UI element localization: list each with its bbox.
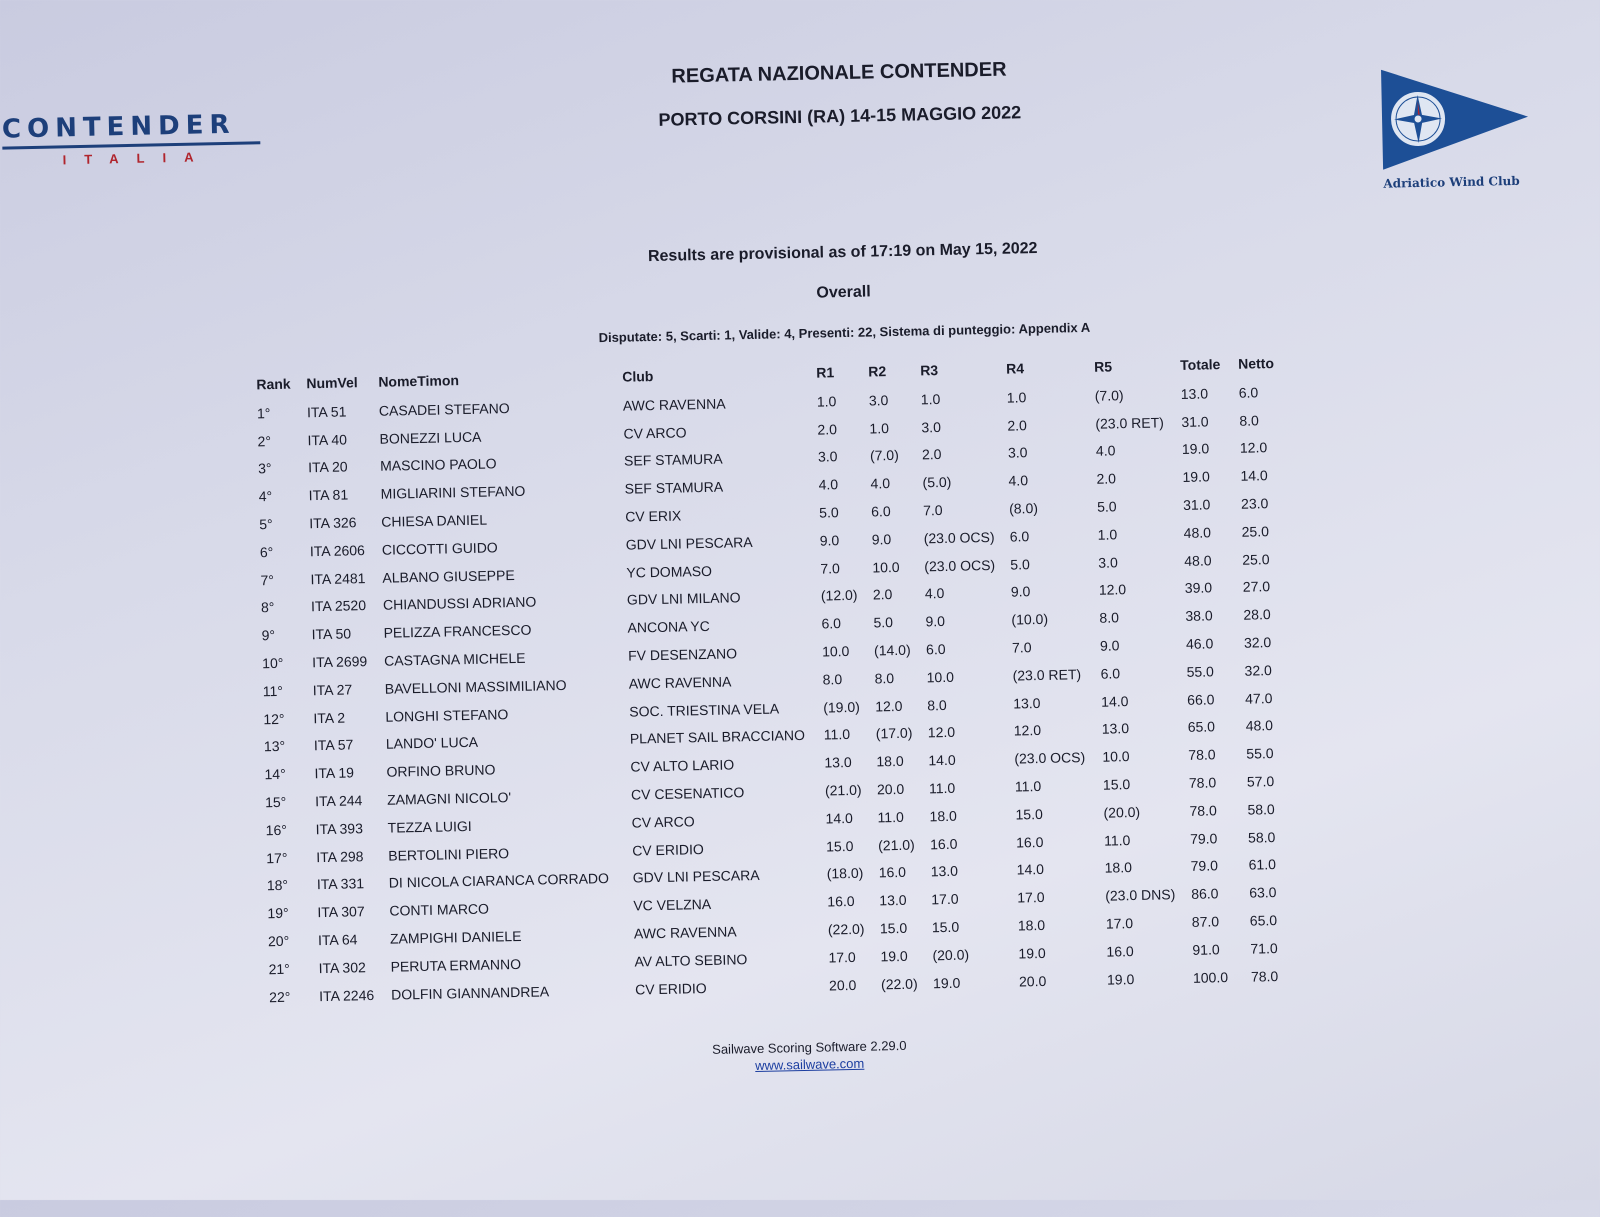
cell-r3: 4.0 (924, 585, 945, 602)
cell-netto: 25.0 (1241, 523, 1270, 540)
cell-r2: 19.0 (880, 947, 908, 965)
cell-numvel: ITA 2481 (310, 569, 366, 587)
cell-numvel: ITA 2 (313, 709, 346, 726)
pennant-flag-icon (1379, 67, 1531, 170)
cell-netto: 58.0 (1247, 828, 1276, 846)
cell-club: SEF STAMURA (623, 451, 723, 470)
cell-totale: 87.0 (1191, 913, 1220, 930)
cell-r1: 6.0 (821, 615, 842, 632)
cell-netto: 8.0 (1239, 412, 1259, 429)
cell-totale: 78.0 (1188, 746, 1216, 764)
cell-club: AV ALTO SEBINO (634, 951, 748, 970)
cell-r2: 5.0 (873, 614, 894, 631)
cell-r5: (7.0) (1094, 387, 1124, 404)
cell-club: GDV LNI MILANO (626, 589, 741, 609)
cell-r4: 9.0 (1010, 583, 1031, 601)
cell-nometimon: MIGLIARINI STEFANO (380, 483, 526, 503)
cell-numvel: ITA 393 (315, 820, 364, 838)
cell-r4: 19.0 (1018, 944, 1046, 962)
cell-rank: 8° (260, 599, 275, 616)
logo-word: CONTENDER (1, 109, 236, 145)
cell-club: CV ARCO (623, 424, 687, 442)
cell-r4: (23.0 RET) (1012, 665, 1082, 684)
cell-r3: (20.0) (932, 946, 970, 964)
cell-r3: 1.0 (920, 390, 941, 408)
cell-totale: 46.0 (1185, 635, 1214, 652)
cell-club: SEF STAMURA (624, 478, 724, 497)
col-netto: Netto (1237, 355, 1275, 372)
cell-numvel: ITA 27 (312, 681, 353, 699)
cell-nometimon: MASCINO PAOLO (379, 455, 497, 475)
cell-rank: 10° (262, 654, 284, 672)
cell-numvel: ITA 51 (306, 403, 347, 421)
col-nometimon: NomeTimon (378, 372, 460, 390)
cell-numvel: ITA 81 (308, 486, 349, 504)
cell-nometimon: ORFINO BRUNO (386, 761, 496, 780)
cell-netto: 58.0 (1247, 800, 1275, 818)
cell-totale: 19.0 (1182, 468, 1210, 486)
cell-r4: 13.0 (1013, 694, 1041, 712)
cell-r2: 13.0 (879, 892, 907, 909)
cell-nometimon: BAVELLONI MASSIMILIANO (384, 676, 567, 697)
results-table (250, 352, 1297, 1011)
sailwave-link[interactable]: www.sailwave.com (755, 1055, 865, 1074)
cell-r3: 2.0 (921, 446, 942, 463)
cell-club: AWC RAVENNA (628, 673, 732, 692)
cell-nometimon: BONEZZI LUCA (379, 428, 482, 447)
cell-rank: 3° (257, 460, 272, 477)
cell-r5: (23.0 RET) (1095, 414, 1164, 432)
cell-totale: 91.0 (1192, 941, 1220, 958)
cell-rank: 2° (257, 432, 272, 450)
cell-r2: (21.0) (877, 836, 915, 854)
col-r1: R1 (816, 364, 835, 381)
cell-nometimon: CHIANDUSSI ADRIANO (382, 593, 537, 614)
cell-totale: 78.0 (1188, 774, 1217, 791)
event-title: REGATA NAZIONALE CONTENDER (671, 58, 1007, 88)
cell-r3: (23.0 OCS) (924, 556, 996, 575)
cell-numvel: ITA 326 (309, 514, 357, 532)
cell-r1: (21.0) (824, 781, 862, 799)
cell-nometimon: BERTOLINI PIERO (388, 844, 510, 864)
cell-club: CV ERIDIO (634, 979, 707, 998)
cell-nometimon: LANDO' LUCA (385, 734, 479, 753)
cell-r1: (22.0) (827, 920, 865, 938)
cell-r3: 14.0 (928, 752, 956, 769)
cell-club: PLANET SAIL BRACCIANO (629, 727, 806, 748)
cell-club: GDV LNI PESCARA (632, 867, 760, 886)
cell-netto: 14.0 (1240, 467, 1268, 485)
col-numvel: NumVel (306, 374, 358, 392)
cell-totale: 38.0 (1185, 607, 1213, 625)
cell-r1: 9.0 (819, 532, 840, 549)
cell-numvel: ITA 2699 (312, 653, 368, 671)
cell-r1: 20.0 (828, 976, 857, 994)
cell-r2: 1.0 (869, 419, 890, 437)
cell-r1: 13.0 (824, 754, 852, 771)
cell-r1: (18.0) (826, 865, 864, 882)
col-r4: R4 (1006, 360, 1025, 377)
cell-netto: 55.0 (1246, 745, 1274, 762)
cell-r5: 11.0 (1103, 831, 1131, 849)
cell-r1: 11.0 (823, 726, 851, 743)
cell-totale: 100.0 (1192, 968, 1229, 986)
cell-r2: 15.0 (879, 919, 908, 937)
cell-rank: 7° (260, 571, 275, 588)
cell-netto: 71.0 (1250, 939, 1278, 957)
cell-nometimon: DI NICOLA CIARANCA CORRADO (388, 870, 610, 892)
cell-r5: 12.0 (1098, 581, 1127, 599)
cell-r4: (10.0) (1011, 611, 1049, 628)
cell-r3: 8.0 (927, 696, 947, 714)
cell-r4: 11.0 (1014, 778, 1042, 795)
cell-r4: 1.0 (1006, 389, 1027, 406)
cell-r3: 12.0 (927, 724, 956, 741)
cell-club: VC VELZNA (633, 896, 712, 914)
cell-r1: (12.0) (820, 587, 858, 605)
cell-totale: 79.0 (1189, 829, 1218, 847)
cell-numvel: ITA 302 (318, 959, 366, 976)
cell-r2: (17.0) (875, 725, 913, 742)
cell-totale: 55.0 (1186, 663, 1214, 680)
cell-numvel: ITA 2520 (310, 597, 367, 615)
cell-club: GDV LNI PESCARA (625, 533, 753, 553)
cell-netto: 48.0 (1245, 717, 1274, 735)
cell-r3: 3.0 (921, 418, 942, 436)
col-r2: R2 (868, 363, 887, 380)
cell-nometimon: PERUTA ERMANNO (390, 955, 522, 975)
col-r3: R3 (920, 362, 939, 379)
section-title: Overall (816, 283, 871, 302)
cell-r3: 9.0 (925, 613, 946, 630)
cell-r1: 4.0 (818, 476, 839, 493)
cell-nometimon: CONTI MARCO (389, 900, 490, 919)
cell-nometimon: ZAMAGNI NICOLO' (386, 789, 512, 808)
cell-club: SOC. TRIESTINA VELA (629, 700, 780, 720)
col-r5: R5 (1094, 358, 1113, 375)
cell-r1: 16.0 (827, 893, 855, 910)
cell-r5: 10.0 (1102, 748, 1130, 765)
cell-r2: (14.0) (873, 641, 911, 659)
cell-r2: 8.0 (874, 669, 895, 687)
cell-r5: 17.0 (1105, 915, 1134, 932)
cell-nometimon: LONGHI STEFANO (385, 705, 509, 725)
cell-nometimon: CICCOTTI GUIDO (381, 539, 498, 558)
cell-rank: 20° (267, 932, 290, 950)
cell-r1: 8.0 (822, 670, 843, 688)
cell-nometimon: ZAMPIGHI DANIELE (389, 927, 522, 947)
cell-totale: 31.0 (1182, 496, 1211, 514)
cell-r2: 6.0 (870, 503, 891, 520)
cell-r2: (22.0) (880, 975, 918, 993)
event-place: PORTO CORSINI (RA) 14-15 MAGGIO 2022 (658, 102, 1022, 130)
cell-club: AWC RAVENNA (633, 923, 737, 942)
cell-netto: 23.0 (1240, 495, 1269, 512)
cell-r5: 3.0 (1098, 554, 1118, 571)
cell-numvel: ITA 2606 (309, 541, 366, 560)
cell-nometimon: PELIZZA FRANCESCO (383, 621, 532, 641)
cell-netto: 6.0 (1238, 384, 1259, 401)
cell-totale: 79.0 (1190, 857, 1219, 875)
cell-rank: 13° (263, 738, 286, 755)
col-totale: Totale (1179, 356, 1221, 373)
cell-r3: 11.0 (928, 779, 956, 797)
software-credit: Sailwave Scoring Software 2.29.0 (712, 1037, 907, 1057)
cell-totale: 19.0 (1181, 440, 1210, 458)
cell-netto: 57.0 (1246, 773, 1275, 790)
cell-totale: 48.0 (1184, 552, 1212, 569)
cell-numvel: ITA 331 (316, 875, 365, 893)
cell-r4: 12.0 (1013, 722, 1042, 740)
cell-numvel: ITA 20 (307, 458, 348, 476)
cell-r5: 8.0 (1099, 609, 1120, 626)
cell-numvel: ITA 307 (317, 903, 365, 921)
cell-club: CV ERIDIO (632, 840, 704, 859)
cell-nometimon: CASADEI STEFANO (378, 399, 510, 419)
cell-numvel: ITA 2246 (319, 986, 375, 1004)
cell-r5: 1.0 (1097, 526, 1118, 543)
cell-r2: 18.0 (876, 753, 904, 770)
cell-totale: 31.0 (1181, 413, 1209, 430)
cell-r4: (23.0 OCS) (1014, 749, 1086, 767)
cell-r3: 19.0 (932, 974, 961, 991)
cell-r4: 6.0 (1009, 528, 1030, 545)
cell-netto: 47.0 (1244, 689, 1273, 707)
cell-r2: 4.0 (870, 475, 891, 492)
cell-r4: 7.0 (1011, 639, 1032, 656)
cell-r2: 16.0 (878, 864, 907, 881)
cell-numvel: ITA 57 (313, 736, 354, 754)
cell-rank: 12° (263, 710, 285, 727)
cell-club: FV DESENZANO (627, 645, 738, 664)
cell-r1: 10.0 (821, 643, 850, 660)
cell-r4: 16.0 (1015, 833, 1044, 851)
cell-r5: 19.0 (1106, 970, 1135, 988)
cell-r1: (19.0) (823, 698, 860, 716)
cell-netto: 63.0 (1249, 884, 1277, 901)
cell-r1: 1.0 (816, 393, 837, 410)
cell-club: CV ARCO (631, 813, 695, 831)
cell-club: AWC RAVENNA (622, 395, 726, 414)
cell-club: CV ERIX (625, 507, 682, 525)
cell-nometimon: TEZZA LUIGI (387, 817, 472, 836)
cell-r4: 2.0 (1007, 416, 1028, 434)
cell-numvel: ITA 64 (317, 931, 358, 949)
cell-r4: (8.0) (1008, 500, 1039, 517)
cell-rank: 4° (258, 488, 273, 505)
status-line: Results are provisional as of 17:19 on May 15, 2022 (647, 239, 1038, 266)
cell-r3: 6.0 (925, 641, 946, 658)
cell-r5: 5.0 (1096, 498, 1117, 515)
cell-r5: (23.0 DNS) (1105, 886, 1176, 904)
cell-netto: 32.0 (1243, 634, 1272, 651)
club-caption: Adriatico Wind Club (1383, 173, 1520, 191)
cell-rank: 18° (266, 877, 289, 894)
cell-r2: 2.0 (872, 586, 893, 603)
cell-totale: 13.0 (1180, 385, 1209, 402)
cell-netto: 28.0 (1243, 606, 1271, 623)
cell-r4: 18.0 (1017, 916, 1046, 934)
cell-rank: 15° (264, 793, 287, 811)
cell-r2: 11.0 (877, 808, 904, 826)
cell-netto: 25.0 (1242, 550, 1270, 568)
cell-r2: 10.0 (872, 558, 900, 576)
cell-r1: 15.0 (825, 837, 854, 855)
cell-club: CV ALTO LARIO (630, 756, 735, 775)
cell-totale: 66.0 (1187, 691, 1215, 708)
col-club: Club (622, 368, 654, 385)
cell-r2: 12.0 (875, 697, 903, 715)
cell-r5: 6.0 (1100, 665, 1121, 682)
cell-r2: 9.0 (871, 530, 892, 548)
cell-r3: 16.0 (929, 835, 958, 852)
cell-numvel: ITA 40 (307, 431, 348, 448)
cell-r3: 13.0 (930, 863, 959, 880)
cell-r3: 15.0 (931, 918, 960, 936)
cell-r4: 3.0 (1007, 444, 1028, 462)
summary-line: Disputate: 5, Scarti: 1, Valide: 4, Presenti: 22, Sistema di punteggio: Appendix A (598, 319, 1091, 346)
cell-totale: 39.0 (1184, 579, 1213, 597)
cell-netto: 12.0 (1239, 439, 1268, 457)
cell-r5: 15.0 (1102, 776, 1131, 793)
cell-r5: 2.0 (1096, 470, 1117, 488)
cell-netto: 65.0 (1249, 912, 1278, 929)
cell-rank: 22° (269, 988, 291, 1005)
cell-r5: 4.0 (1095, 442, 1116, 460)
cell-r2: 3.0 (868, 391, 889, 409)
cell-r5: 16.0 (1106, 942, 1134, 960)
cell-rank: 16° (265, 821, 288, 839)
cell-r5: 14.0 (1101, 692, 1129, 710)
cell-totale: 78.0 (1189, 802, 1217, 819)
cell-r4: 4.0 (1008, 472, 1029, 489)
cell-r4: 5.0 (1010, 555, 1030, 573)
cell-rank: 19° (267, 905, 289, 922)
cell-rank: 14° (264, 766, 286, 783)
cell-nometimon: ALBANO GIUSEPPE (382, 566, 515, 586)
cell-r3: 7.0 (922, 502, 943, 519)
cell-r4: 20.0 (1018, 972, 1047, 990)
logo-subtitle: ITALIA (62, 149, 212, 168)
cell-rank: 11° (262, 682, 284, 700)
cell-numvel: ITA 298 (316, 847, 364, 865)
cell-r3: 18.0 (929, 807, 957, 825)
cell-numvel: ITA 244 (314, 792, 363, 810)
cell-netto: 61.0 (1248, 856, 1277, 874)
cell-netto: 27.0 (1242, 578, 1271, 596)
cell-numvel: ITA 50 (311, 625, 352, 643)
cell-club: YC DOMASO (626, 562, 713, 581)
cell-r1: 14.0 (825, 809, 853, 827)
cell-r1: 7.0 (820, 559, 840, 577)
cell-totale: 86.0 (1191, 885, 1219, 903)
cell-netto: 32.0 (1244, 661, 1272, 679)
cell-r3: (5.0) (922, 474, 952, 491)
table-body (251, 378, 1298, 1011)
cell-r3: 17.0 (931, 890, 959, 908)
cell-r4: 15.0 (1015, 805, 1043, 823)
cell-rank: 5° (259, 516, 273, 533)
cell-club: ANCONA YC (627, 618, 710, 636)
cell-rank: 21° (268, 960, 290, 978)
cell-r2: 20.0 (876, 780, 905, 798)
cell-r3: 10.0 (926, 668, 955, 686)
cell-nometimon: CASTAGNA MICHELE (384, 649, 526, 669)
cell-r5: 18.0 (1104, 859, 1133, 877)
cell-nometimon: DOLFIN GIANNANDREA (390, 982, 550, 1003)
cell-nometimon: CHIESA DANIEL (381, 511, 488, 530)
cell-totale: 65.0 (1187, 718, 1216, 736)
col-rank: Rank (256, 375, 291, 393)
cell-r2: (7.0) (869, 447, 899, 464)
cell-totale: 48.0 (1183, 524, 1212, 541)
cell-rank: 6° (259, 543, 274, 561)
cell-rank: 1° (256, 404, 271, 422)
cell-r4: 17.0 (1017, 889, 1045, 906)
cell-r5: (20.0) (1103, 803, 1141, 821)
adriatico-wind-club-logo (1379, 66, 1551, 191)
cell-rank: 9° (261, 627, 276, 644)
cell-r4: 14.0 (1016, 861, 1045, 878)
cell-r5: 9.0 (1099, 637, 1120, 654)
cell-r1: 17.0 (828, 948, 856, 966)
cell-r1: 5.0 (819, 504, 839, 521)
cell-r5: 13.0 (1101, 720, 1130, 738)
cell-r1: 3.0 (817, 448, 838, 466)
cell-club: CV CESENATICO (630, 784, 745, 803)
cell-r1: 2.0 (817, 420, 838, 438)
cell-rank: 17° (266, 849, 288, 866)
cell-netto: 78.0 (1250, 967, 1279, 985)
cell-numvel: ITA 19 (314, 764, 355, 782)
cell-r3: (23.0 OCS) (923, 528, 995, 547)
